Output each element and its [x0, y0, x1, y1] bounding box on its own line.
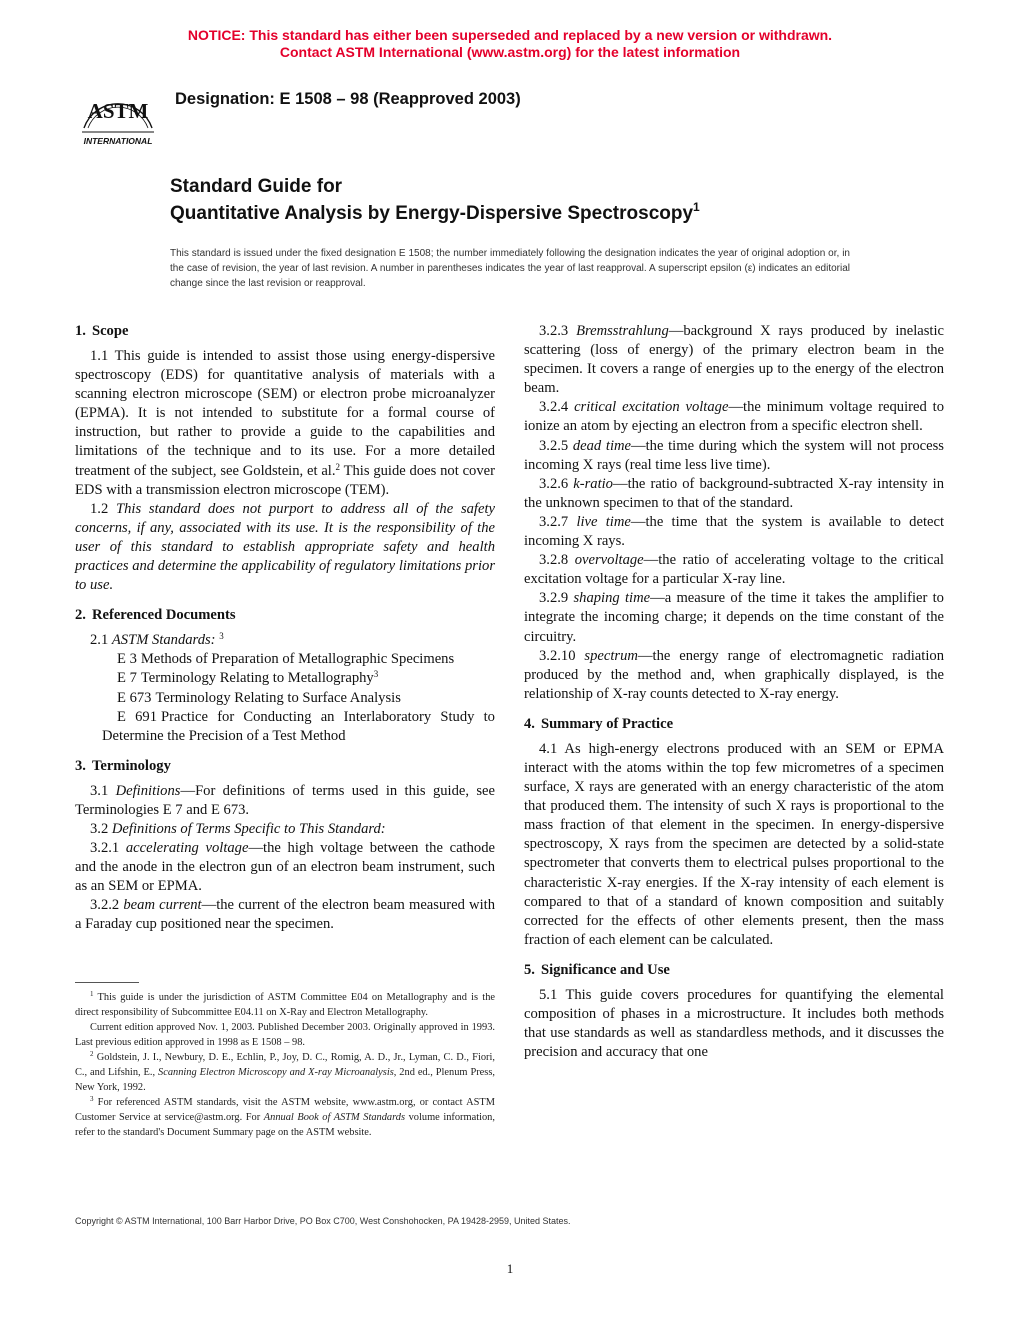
notice-line-2: Contact ASTM International (www.astm.org) for the latest information: [279, 44, 741, 60]
text-run: This guide does not cover EDS with a transmission electron microscope (TEM).: [75, 462, 495, 498]
reference-item: [75, 669, 495, 688]
term: beam current: [123, 897, 202, 914]
paragraph-number: 3.2.6: [539, 475, 574, 492]
section-number: 5.: [524, 961, 535, 978]
astm-logo: [74, 78, 162, 150]
term-definition: [524, 589, 944, 646]
paragraph-number: 3.2.7: [539, 513, 577, 530]
paragraph-number: 3.2.9: [539, 590, 574, 607]
designation: Designation: E 1508 – 98 (Reapproved 2003): [175, 90, 521, 108]
paragraph-number: 3.2.10: [539, 647, 585, 664]
definition: —the time during which the system will not process incoming X rays (real time less live time).: [524, 437, 944, 473]
section-number: 1.: [75, 323, 86, 339]
footnote-mark: 2: [90, 1050, 94, 1058]
reference-title: Methods of Preparation of Metallographic Specimens: [140, 651, 455, 668]
paragraph-2-1: [75, 631, 495, 650]
paragraph-3-2: [75, 820, 495, 839]
reference-title: Terminology Relating to Metallography: [140, 670, 374, 687]
section-title: Summary of Practice: [540, 715, 674, 732]
footnote-ref: 2: [335, 461, 341, 472]
footnote-mark: 1: [90, 990, 94, 998]
logo-letters: ASTM: [87, 99, 149, 123]
page-number: 1: [506, 1261, 514, 1276]
paragraph-number: 3.2.2: [90, 897, 124, 914]
definition: —the high voltage between the cathode and the anode in the electron gun of an electron beam instrument, such as an SEM or EPMA.: [75, 840, 495, 895]
book-title: Annual Book of ASTM Standards: [263, 1112, 406, 1123]
term-definition: [524, 551, 944, 589]
paragraph-number: 3.2.5: [539, 437, 573, 454]
section-2-heading: [75, 606, 495, 625]
definition: —background X rays produced by inelastic scattering (loss of energy) of the primary electron beam in the specimen. It covers a range of energies up to the energy of the electron beam.: [524, 323, 944, 397]
term-definition: [524, 513, 944, 551]
subheading: ASTM Standards:: [111, 632, 216, 649]
paragraph-4-1: 4.1 As high-energy electrons produced with an SEM or EPMA interact with the atoms within the top few micrometres of a specimen surface, X rays are generated with an energy characteristic of the atom that produced them. The intensity of such X rays is proportional to the mass fraction of that element in the specimen. In energy-dispersive spectroscopy, X rays from the specimen are detected by a solid-state spectrometer that converts them to electrical pulses proportional to the characteristic X-ray energies. If the X-ray intensity of each element is compared to that of a standard of known composition and suitably corrected for the effects of other elements present, then the mass fraction of each element can be calculated.: [524, 740, 944, 948]
section-title: Significance and Use: [540, 961, 670, 978]
section-3-heading: [75, 757, 495, 776]
footnote-1: [75, 990, 495, 1020]
left-column: [75, 322, 495, 935]
section-4-heading: [524, 715, 944, 734]
section-number: 3.: [75, 757, 86, 774]
reference-designation: E 691: [117, 708, 157, 725]
reference-designation: E 7: [117, 670, 137, 687]
section-number: 4.: [524, 715, 535, 732]
section-number: 2.: [75, 607, 86, 624]
section-5-heading: [524, 961, 944, 980]
issuance-statement: This standard is issued under the fixed designation E 1508; the number immediately following the designation indicates the year of original adoption or, in the case of revision, the year of last revision. A number in parentheses indicates the year of last reapproval. A superscript epsilon (ε) indicates an editorial change since the last revision or reapproval.: [170, 248, 850, 289]
term: Definitions: [115, 782, 181, 799]
footnote-text: volume information, refer to the standard's Document Summary page on the ASTM website.: [75, 1112, 495, 1138]
term: shaping time: [573, 590, 651, 607]
footnote-mark: 3: [90, 1095, 94, 1103]
reference-designation: E 3: [117, 651, 137, 668]
definition: —For definitions of terms used in this guide, see Terminologies E 7 and E 673.: [75, 782, 496, 818]
paragraph-3-1: [75, 782, 495, 820]
footnote-rule: [75, 982, 139, 983]
footnote-2: [75, 1050, 495, 1095]
definition: —a measure of the time it takes the amplifier to integrate the incoming charge; it depends on the time constant of the circuitry.: [524, 590, 944, 645]
term-definition: [75, 896, 495, 934]
reference-item: [75, 650, 495, 669]
subheading: Definitions of Terms Specific to This Standard:: [111, 820, 386, 837]
copyright: Copyright © ASTM International, 100 Barr Harbor Drive, PO Box C700, West Conshohocken, PA 19428-2959, United States.: [75, 1216, 571, 1226]
paragraph-5-1: 5.1 This guide covers procedures for quantifying the elemental composition of phases in a microstructure. It includes both methods that use standards as well as standardless methods, and it discusses the precision and accuracy that one: [524, 986, 944, 1061]
section-title: Terminology: [91, 757, 171, 774]
footnote-text: This guide is under the jurisdiction of ASTM Committee E04 on Metallography and is the direct responsibility of Subcommittee E04.11 on X-Ray and Electron Metallography.: [75, 992, 495, 1018]
section-1-heading: [75, 322, 495, 341]
term-definition: [524, 437, 944, 475]
book-title: Scanning Electron Microscopy and X-ray Microanalysis: [158, 1067, 394, 1078]
paragraph-1-1: [75, 347, 495, 500]
reference-title: Terminology Relating to Surface Analysis: [155, 689, 401, 706]
paragraph-number: 3.1: [90, 782, 116, 799]
right-column: [524, 322, 944, 1062]
safety-statement: This standard does not purport to address all of the safety concerns, if any, associated with its use. It is the responsibility of the user of this standard to establish appropriate safety and health practices and determine the applicability of regulatory limitations prior to use.: [75, 500, 495, 594]
title-text: Quantitative Analysis by Energy-Dispersive Spectroscopy: [170, 203, 694, 224]
paragraph-number: 3.2.3: [539, 323, 577, 339]
text-run: 1.1 This guide is intended to assist those using energy-dispersive spectroscopy (EDS) for quantitative analysis of materials with a scanning electron microscope (SEM) or electron probe microanalyzer (EPMA). It is not intended to substitute for a formal course of instruction, but rather to provide a guide to the capabilities and limitations of the technique and to its use. For a more detailed treatment of the subject, see Goldstein, et al.: [75, 348, 495, 479]
term: critical excitation voltage: [574, 399, 729, 416]
supersede-notice: [0, 27, 1020, 61]
notice-line-1: NOTICE: This standard has either been superseded and replaced by a new version or withdrawn.: [187, 27, 833, 43]
term-definition: [75, 839, 495, 896]
definition: —the ratio of background-subtracted X-ray intensity in the unknown specimen to that of the standard.: [524, 475, 944, 511]
title-line-1: Standard Guide for: [170, 176, 343, 197]
reference-item: [75, 689, 495, 708]
paragraph-number: 3.2: [90, 820, 112, 837]
section-title: Referenced Documents: [91, 607, 236, 624]
term: accelerating voltage: [125, 840, 249, 857]
footnote-text: , 2nd ed., Plenum Press, New York, 1992.: [75, 1067, 495, 1093]
term: Bremsstrahlung: [576, 323, 669, 339]
footnote-1-edition: Current edition approved Nov. 1, 2003. Published December 2003. Originally approved in 1993. Last previous edition approved in 1998 as E 1508 – 98.: [75, 1022, 495, 1048]
logo-subtitle: INTERNATIONAL: [83, 136, 153, 146]
title-footnote-mark: 1: [693, 200, 700, 214]
term-definition: [524, 398, 944, 436]
term: live time: [576, 513, 631, 530]
paragraph-number: 2.1: [90, 632, 112, 649]
paragraph-1-2: [75, 500, 495, 595]
term-definition: [524, 475, 944, 513]
definition: —the minimum voltage required to ionize an atom by ejecting an electron from a specific electron shell.: [524, 399, 944, 435]
paragraph-number: 1.2: [90, 500, 117, 517]
term: overvoltage: [574, 552, 644, 569]
definition: —the ratio of accelerating voltage to the critical excitation voltage for a particular X-ray line.: [524, 552, 944, 588]
definition: —the time that the system is available to detect incoming X rays.: [524, 513, 945, 550]
definition: —the energy range of electromagnetic radiation produced by the method and, when graphically displayed, is the relationship of X-ray counts detected to X-ray energy.: [524, 647, 944, 702]
reference-item: [75, 708, 495, 746]
footnote-ref: 3: [219, 631, 224, 642]
paragraph-number: 3.2.4: [539, 399, 575, 416]
footnote-3: [75, 1095, 495, 1140]
title-line-2: [170, 200, 700, 225]
term: k-ratio: [573, 475, 613, 492]
reference-designation: E 673: [117, 689, 152, 706]
term-definition: [524, 647, 944, 704]
term-definition: [524, 322, 944, 398]
footnotes: [75, 990, 495, 1140]
reference-title: Practice for Conducting an Interlaboratory Study to Determine the Precision of a Test Method: [102, 708, 495, 744]
paragraph-number: 3.2.1: [90, 840, 126, 857]
footnote-ref: 3: [373, 669, 379, 680]
term: spectrum: [584, 647, 638, 664]
term: dead time: [572, 437, 632, 454]
footnote-text: For referenced ASTM standards, visit the ASTM website, www.astm.org, or contact ASTM Customer Service at service@astm.org. For: [75, 1097, 495, 1123]
paragraph-number: 3.2.8: [539, 552, 575, 569]
footnote-text: Goldstein, J. I., Newbury, D. E., Echlin, P., Joy, D. C., Romig, A. D., Jr., Lyman, C. D., Fiori, C., and Lifshin, E.,: [75, 1052, 495, 1078]
definition: —the current of the electron beam measured with a Faraday cup positioned near the specimen.: [75, 897, 496, 933]
section-title: Scope: [91, 323, 129, 339]
